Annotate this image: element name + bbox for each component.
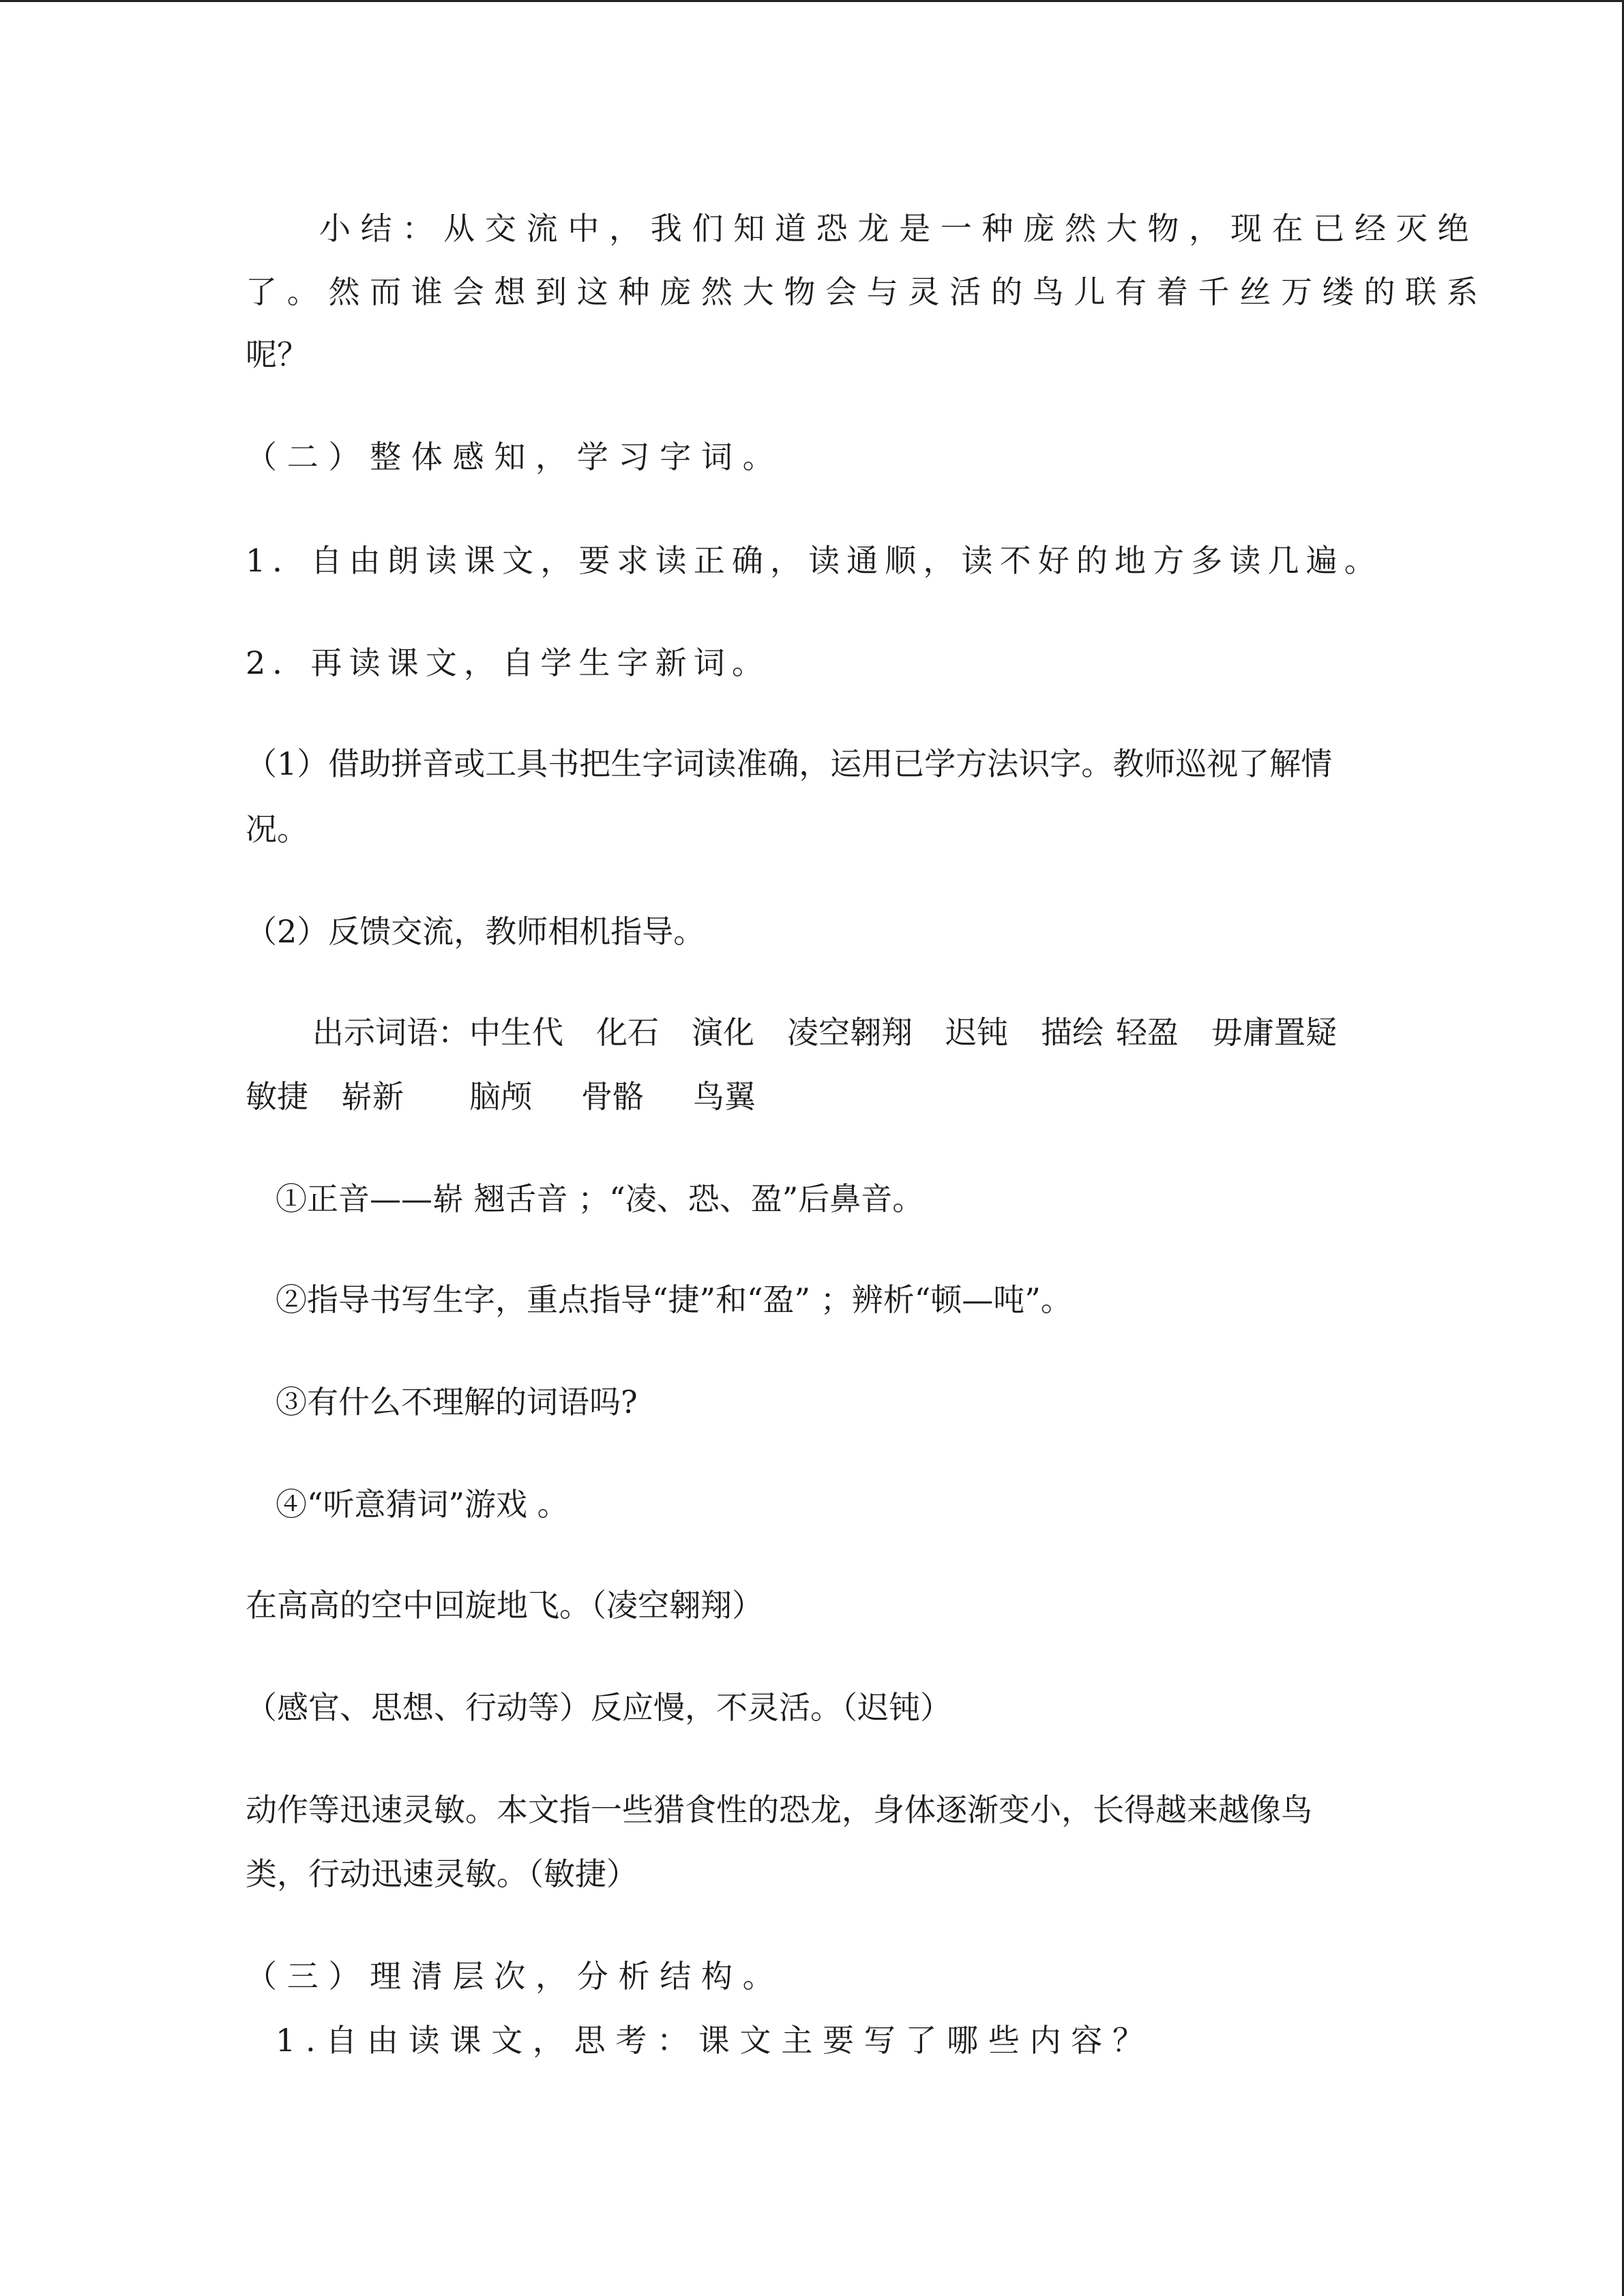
word-item: 崭新 <box>341 1078 404 1115</box>
list-item-2: 2．再读课文，自学生字新词。 <box>246 644 770 681</box>
section-2-heading: （二）整体感知，学习字词。 <box>246 438 784 475</box>
word-item: 毋庸置疑 <box>1211 1014 1337 1051</box>
step-3: ③有什么不理解的词语吗? <box>276 1384 638 1420</box>
list-item-1: 1．自由朗读课文，要求读正确，读通顺，读不好的地方多读几遍。 <box>246 542 1383 579</box>
step-2: ②指导书写生字，重点指导“捷”和“盈” ；辨析“顿—吨”。 <box>276 1281 1072 1318</box>
word-item: 敏捷 <box>246 1078 308 1115</box>
sub-item-2: （2）反馈交流，教师相机指导。 <box>246 913 705 950</box>
word-list-row-1 <box>312 1012 1337 1053</box>
step-1: ①正音——崭 翘舌音 ；“凌、恐、盈”后鼻音。 <box>276 1180 924 1217</box>
word-item: 中生代 <box>469 1014 563 1051</box>
word-item: 凌空翱翔 <box>787 1014 913 1051</box>
word-item: 鸟翼 <box>693 1078 756 1115</box>
page-border-top <box>0 0 1624 2</box>
definition-3-line-2: 类，行动迅速灵敏。（敏捷） <box>246 1855 638 1892</box>
word-item: 描绘 <box>1041 1014 1104 1051</box>
definition-3-line-1: 动作等迅速灵敏。本文指一些猎食性的恐龙，身体逐渐变小，长得越来越像鸟 <box>246 1791 1312 1828</box>
word-item: 轻盈 <box>1116 1014 1179 1051</box>
word-item: 迟钝 <box>945 1014 1008 1051</box>
sub-item-1-line-1: （1）借助拼音或工具书把生字词读准确，运用已学方法识字。教师巡视了解情 <box>246 745 1333 782</box>
section-3-heading: （三）理清层次，分析结构。 <box>246 1958 784 1995</box>
sub-item-1-line-2: 况。 <box>246 811 308 848</box>
word-item: 化石 <box>596 1014 659 1051</box>
definition-2: （感官、思想、行动等）反应慢，不灵活。（迟钝） <box>246 1689 951 1726</box>
step-4: ④“听意猜词”游戏 。 <box>276 1486 569 1523</box>
word-list-row-2 <box>246 1076 756 1117</box>
word-list-label: 出示词语： <box>312 1014 469 1051</box>
word-item: 脑颅 <box>469 1078 532 1115</box>
word-item: 骨骼 <box>581 1078 644 1115</box>
summary-line-1: 小结：从交流中，我们知道恐龙是一种庞然大物，现在已经灭绝 <box>319 210 1479 247</box>
definition-1: 在高高的空中回旋地飞。（凌空翱翔） <box>246 1587 763 1624</box>
word-item: 演化 <box>692 1014 754 1051</box>
summary-line-3: 呢？ <box>246 336 308 373</box>
summary-line-2: 了。然而谁会想到这种庞然大物会与灵活的鸟儿有着千丝万缕的联系 <box>246 273 1488 310</box>
section-3-item-1: 1.自由读课文，思考：课文主要写了哪些内容？ <box>276 2022 1154 2059</box>
